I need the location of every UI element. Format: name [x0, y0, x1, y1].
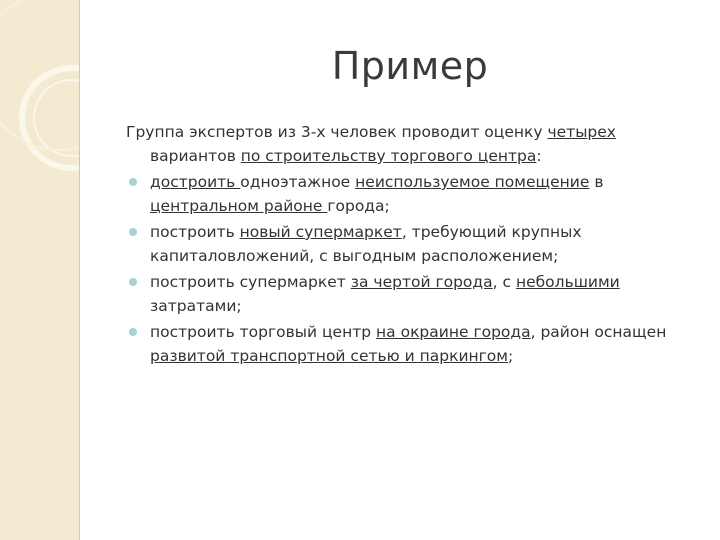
text-run: построить — [150, 223, 240, 241]
slide-content — [126, 120, 706, 370]
bullet-text — [150, 223, 582, 265]
text-run: ; — [507, 347, 514, 365]
text-run: города; — [327, 197, 390, 215]
bullet-item — [126, 270, 706, 318]
bullet-item — [126, 320, 706, 368]
bullet-dot-icon — [129, 228, 137, 236]
text-run: построить торговый центр — [150, 323, 377, 341]
decorative-circles-graphic — [0, 0, 79, 540]
slide-title: Пример — [331, 44, 489, 88]
text-run: построить супермаркет — [150, 273, 351, 291]
underlined-text: четырех — [547, 123, 616, 141]
text-run: Группа экспертов из 3-х человек проводит оценку — [126, 123, 548, 141]
text-run: затратами; — [150, 297, 242, 315]
underlined-text: центральном районе — [150, 197, 328, 215]
bullet-text — [150, 323, 666, 365]
text-run: , район оснащен — [530, 323, 667, 341]
bullet-item — [126, 220, 706, 268]
underlined-text: небольшими — [515, 273, 620, 291]
bullet-dot-icon — [129, 278, 137, 286]
underlined-text: развитой транспортной сетью и паркингом — [150, 347, 508, 365]
bullet-dot-icon — [129, 328, 137, 336]
underlined-text: на окраине города — [376, 323, 531, 341]
underlined-text: новый супермаркет — [239, 223, 402, 241]
bullet-list — [126, 170, 706, 368]
text-run: , с — [492, 273, 516, 291]
text-run: в — [589, 173, 604, 191]
underlined-text: по строительству торгового центра — [240, 147, 537, 165]
intro-paragraph — [126, 120, 706, 168]
text-run: вариантов — [150, 147, 241, 165]
underlined-text: неиспользуемое помещение — [355, 173, 590, 191]
underlined-text: за чертой города — [350, 273, 493, 291]
text-run: одноэтажное — [240, 173, 356, 191]
text-run: : — [536, 147, 542, 165]
text-run: , требующий крупных капиталовложений, с выгодным расположением; — [150, 223, 582, 265]
underlined-text: достроить — [150, 173, 241, 191]
bullet-text — [150, 273, 620, 315]
bullet-dot-icon — [129, 178, 137, 186]
decorative-side-panel — [0, 0, 80, 540]
bullet-text — [150, 173, 603, 215]
bullet-item — [126, 170, 706, 218]
